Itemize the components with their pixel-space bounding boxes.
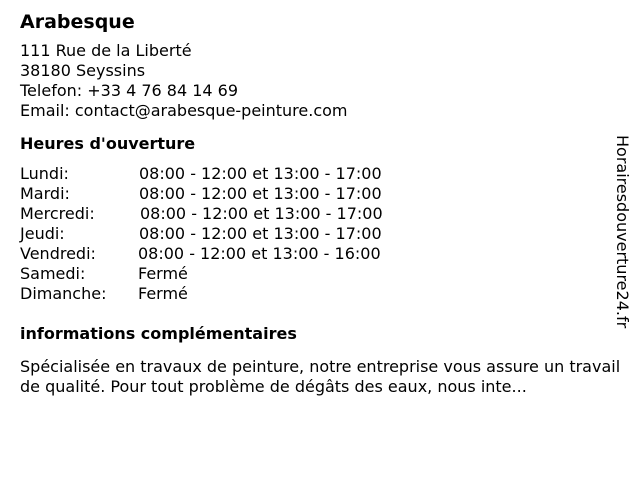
hours-row-tuesday [20, 184, 628, 204]
hours-row-wednesday [20, 204, 628, 224]
day-label: Jeudi: [20, 224, 65, 243]
street-address: 111 Rue de la Liberté [20, 41, 192, 60]
opening-hours-table [20, 164, 628, 304]
additional-info-heading: informations complémentaires [20, 324, 297, 343]
opening-hours-heading: Heures d'ouverture [20, 134, 196, 153]
email-line: Email: contact@arabesque-peinture.com [20, 101, 348, 120]
day-label: Samedi: [20, 264, 86, 283]
time-value: 08:00 - 12:00 et 13:00 - 16:00 [138, 244, 381, 263]
hours-row-friday [20, 244, 628, 264]
address-block [20, 41, 628, 121]
hours-row-sunday [20, 284, 628, 304]
time-value: 08:00 - 12:00 et 13:00 - 17:00 [140, 204, 383, 223]
day-label: Mardi: [20, 184, 70, 203]
postal-city: 38180 Seyssins [20, 61, 146, 80]
day-label: Dimanche: [20, 284, 107, 303]
hours-row-saturday [20, 264, 628, 284]
phone-line: Telefon: +33 4 76 84 14 69 [20, 81, 239, 100]
additional-info-text: Spécialisée en travaux de peinture, notre entreprise vous assure un travail de qualité. Pour tout problème de dégâts des eaux, nous inte... [20, 357, 621, 396]
hours-row-thursday [20, 224, 628, 244]
time-value: 08:00 - 12:00 et 13:00 - 17:00 [139, 164, 382, 183]
business-card [20, 10, 628, 397]
day-label: Vendredi: [20, 244, 96, 263]
site-watermark: Horairesdouverture24.fr [613, 135, 632, 329]
time-value: Fermé [138, 264, 188, 283]
business-name: Arabesque [20, 11, 135, 33]
time-value: Fermé [138, 284, 188, 303]
time-value: 08:00 - 12:00 et 13:00 - 17:00 [139, 184, 382, 203]
day-label: Lundi: [20, 164, 69, 183]
hours-row-monday [20, 164, 628, 184]
day-label: Mercredi: [20, 204, 95, 223]
time-value: 08:00 - 12:00 et 13:00 - 17:00 [139, 224, 382, 243]
